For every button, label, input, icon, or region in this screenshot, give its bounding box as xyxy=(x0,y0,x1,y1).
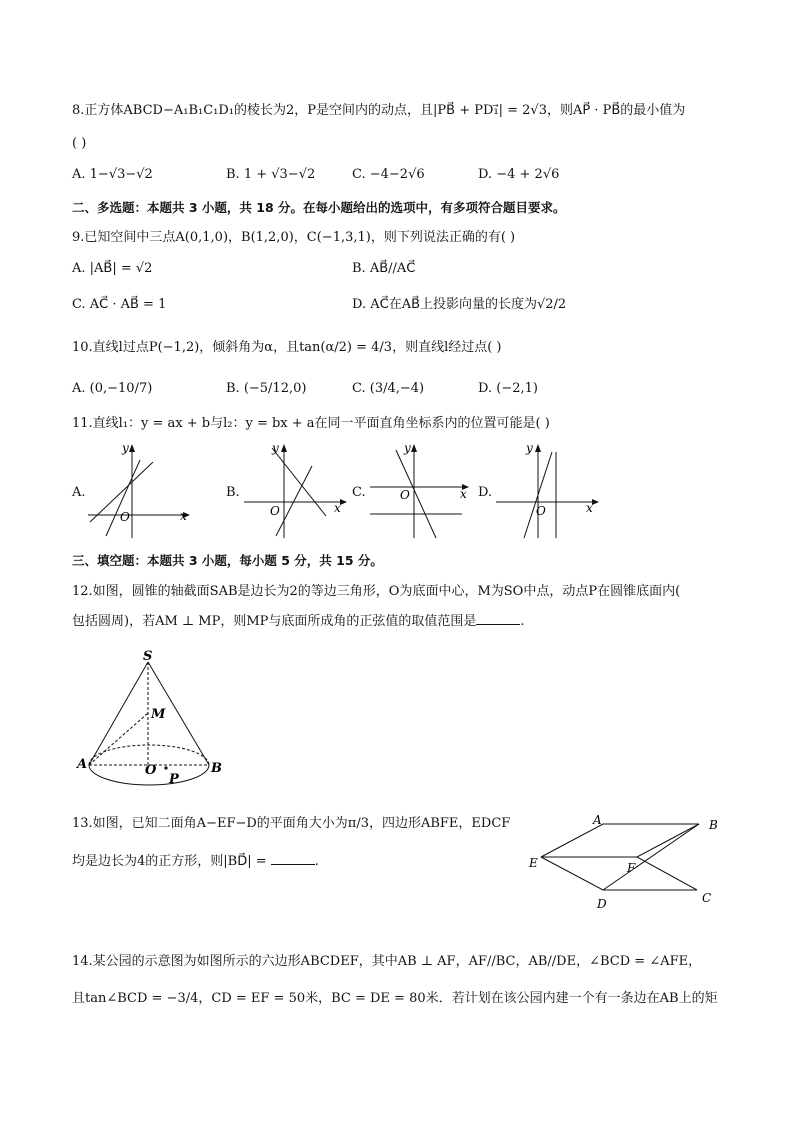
q8-option-d: D. −4 + 2√6 xyxy=(478,167,560,182)
q11-graph-d xyxy=(496,440,606,540)
point-a-label: A xyxy=(593,813,602,827)
q13-answer-blank[interactable] xyxy=(271,852,315,865)
q10-option-d: D. (−2,1) xyxy=(478,381,538,396)
point-d-label: D xyxy=(597,897,607,911)
q11-label-d: D. xyxy=(478,485,493,500)
q8-option-c: C. −4−2√6 xyxy=(352,167,425,182)
q9-option-c: C. AC⃗ · AB⃗ = 1 xyxy=(72,297,167,312)
axis-x-label: x xyxy=(586,501,593,515)
point-b-label: B xyxy=(211,761,222,776)
origin-label: O xyxy=(536,504,546,518)
q13-end: . xyxy=(314,854,319,869)
axis-y-label: y xyxy=(526,441,533,455)
q13-line2 xyxy=(72,852,319,871)
axis-x-label: x xyxy=(180,509,187,523)
q10-stem: 10.直线l过点P(−1,2)，倾斜角为α，且tan(α/2) = 4/3，则直线l经过点( ) xyxy=(72,340,502,355)
q8-option-a: A. 1−√3−√2 xyxy=(72,167,153,182)
axis-x-label: x xyxy=(334,501,341,515)
q11-label-a: A. xyxy=(72,485,86,500)
dihedral-figure xyxy=(525,810,735,915)
axis-y-label: y xyxy=(122,441,129,455)
axis-x-label: x xyxy=(460,487,467,501)
q14-line1: 14.某公园的示意图为如图所示的六边形ABCDEF，其中AB ⊥ AF，AF//BC，AB//DE，∠BCD = ∠AFE， xyxy=(72,954,702,969)
q11-graph-c xyxy=(370,440,480,540)
point-o-label: O xyxy=(145,763,157,778)
q9-option-d: D. AC⃗在AB⃗上投影向量的长度为√2/2 xyxy=(352,297,567,312)
q8-stem: 8.正方体ABCD−A₁B₁C₁D₁的棱长为2，P是空间内的动点，且|PB⃗ + PD₁⃗| = 2√3，则AP⃗ · PB⃗的最小值为 xyxy=(72,103,686,118)
q13-line1: 13.如图，已知二面角A−EF−D的平面角大小为π/3，四边形ABFE，EDCF xyxy=(72,816,511,831)
q14-line2: 且tan∠BCD = −3/4，CD = EF = 50米，BC = DE = 80米．若计划在该公园内建一个有一条边在AB上的矩 xyxy=(72,991,718,1006)
q10-option-b: B. (−5/12,0) xyxy=(226,381,307,396)
origin-label: O xyxy=(270,504,280,518)
point-f-label: F xyxy=(627,861,636,875)
point-b-label: B xyxy=(709,818,718,832)
q11-stem: 11.直线l₁：y = ax + b与l₂：y = bx + a在同一平面直角坐标系内的位置可能是( ) xyxy=(72,416,550,431)
q11-label-c: C. xyxy=(352,485,366,500)
axis-y-label: y xyxy=(272,441,279,455)
q12-answer-blank[interactable] xyxy=(476,612,520,625)
q12-line2-text: 包括圆周)，若AM ⊥ MP，则MP与底面所成角的正弦值的取值范围是 xyxy=(72,614,477,629)
q9-option-a: A. |AB⃗| = √2 xyxy=(72,261,153,276)
q9-option-b: B. AB⃗//AC⃗ xyxy=(352,261,416,276)
q11-graph-b xyxy=(244,440,354,540)
q8-paren: ( ) xyxy=(72,136,87,151)
point-e-label: E xyxy=(529,856,538,870)
q12-line1: 12.如图，圆锥的轴截面SAB是边长为2的等边三角形，O为底面中心，M为SO中点，动点P在圆锥底面内( xyxy=(72,584,681,599)
point-a-label: A xyxy=(77,757,88,772)
point-p-label: P xyxy=(169,772,179,787)
cone-figure xyxy=(75,650,235,790)
q11-label-b: B. xyxy=(226,485,240,500)
point-c-label: C xyxy=(702,891,712,905)
q10-option-a: A. (0,−10/7) xyxy=(72,381,153,396)
q12-line2 xyxy=(72,612,525,631)
point-s-label: S xyxy=(143,649,153,664)
q10-option-c: C. (3/4,−4) xyxy=(352,381,425,396)
origin-label: O xyxy=(120,510,130,524)
origin-label: O xyxy=(400,488,410,502)
q13-line2-text: 均是边长为4的正方形，则|BD⃗| = xyxy=(72,854,267,869)
axis-y-label: y xyxy=(404,441,411,455)
section-multiple-choice-heading: 二、多选题：本题共 3 小题，共 18 分。在每小题给出的选项中，有多项符合题目要求。 xyxy=(72,200,566,215)
q8-option-b: B. 1 + √3−√2 xyxy=(226,167,316,182)
q9-stem: 9.已知空间中三点A(0,1,0)，B(1,2,0)，C(−1,3,1)，则下列说法正确的有( ) xyxy=(72,230,516,245)
section-fill-blank-heading: 三、填空题：本题共 3 小题，每小题 5 分，共 15 分。 xyxy=(72,553,383,568)
q11-graph-a xyxy=(88,440,198,540)
q12-end: . xyxy=(520,614,525,629)
point-m-label: M xyxy=(151,707,166,722)
